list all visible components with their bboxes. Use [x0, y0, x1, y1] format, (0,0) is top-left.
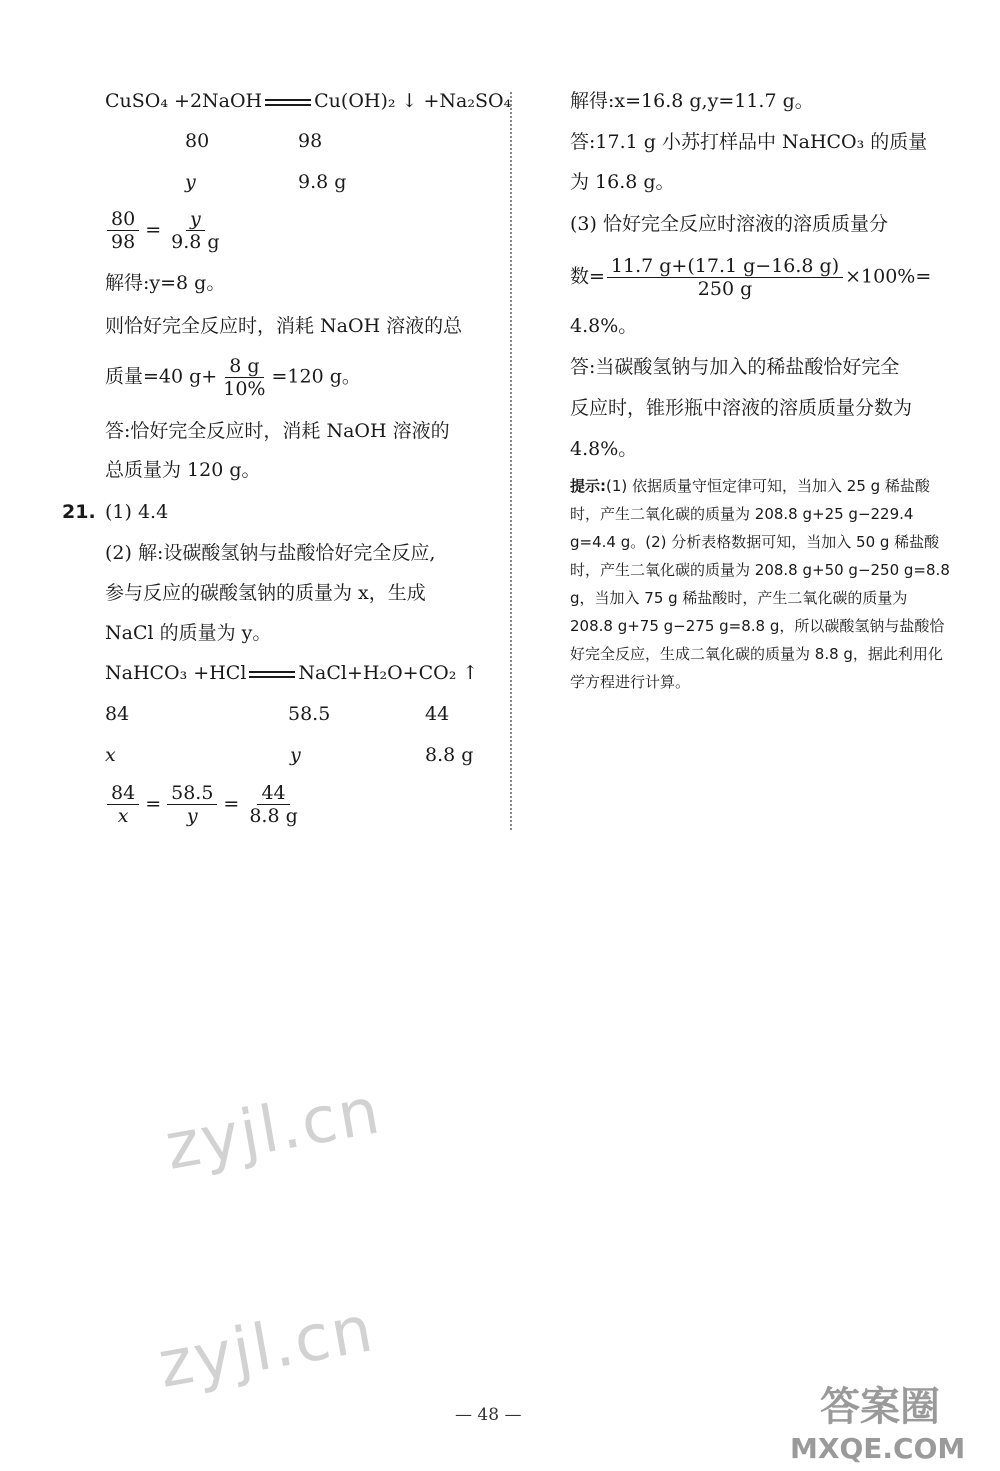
part-3-line-a: (3) 恰好完全反应时溶液的溶质质量分	[570, 213, 888, 235]
ratio-equation-1: $\frac{80}{98}$ = $\frac{y}{9.8 g}$	[105, 208, 226, 253]
eq2-rhs: NaCl+H₂O+CO₂ ↑	[298, 662, 479, 684]
watermark-2: zyjl.cn	[153, 1292, 380, 1403]
eq1-lhs: CuSO₄ +2NaOH	[105, 90, 263, 112]
equation-cuso4	[105, 88, 511, 114]
text-then: 则恰好完全反应时，消耗 NaOH 溶液的总	[105, 315, 463, 337]
column-divider	[510, 92, 512, 830]
molar-58-5: 58.5	[288, 703, 331, 725]
solve-y: 解得:y=8 g。	[105, 272, 226, 294]
molar-84: 84	[105, 703, 130, 725]
equals-bar-2	[249, 671, 295, 678]
var-y-2: y	[290, 744, 301, 766]
molar-44: 44	[425, 703, 450, 725]
brand-logo: 答案圈	[820, 1384, 940, 1430]
part-3-result: 4.8%。	[570, 315, 638, 337]
solve-xy: 解得:x=16.8 g,y=11.7 g。	[570, 90, 814, 112]
answer-3b: 反应时，锥形瓶中溶液的溶质质量分数为	[570, 397, 913, 419]
watermark-1: zyjl.cn	[160, 1074, 387, 1185]
fraction-84-x: $\frac{84}{x}$	[107, 782, 139, 827]
fraction-8g-10pct: $\frac{8 g}{10\%}$	[223, 355, 266, 400]
answer-2b: 为 16.8 g。	[570, 171, 675, 193]
ratio-equation-2: $\frac{84}{x}$ = $\frac{58.5}{y}$ = $\frac{44}{8.8 g}$	[105, 782, 304, 827]
fraction-y-9-8: $\frac{y}{9.8 g}$	[171, 208, 220, 253]
eq1-rhs: Cu(OH)₂ ↓ +Na₂SO₄	[314, 90, 512, 112]
answer-2a: 答:17.1 g 小苏打样品中 NaHCO₃ 的质量	[570, 131, 928, 153]
answer-1b: 总质量为 120 g。	[105, 459, 261, 481]
question-number-21: 21.	[62, 501, 96, 523]
fraction-58-5-y: $\frac{58.5}{y}$	[167, 782, 217, 827]
brand-url: MXQE.COM	[790, 1432, 966, 1465]
answer-3c: 4.8%。	[570, 438, 638, 460]
page-number: — 48 —	[455, 1405, 522, 1425]
eq2-lhs: NaHCO₃ +HCl	[105, 662, 247, 684]
part-3-fraction-line: 数= $\frac{11.7 g+(17.1 g-16.8 g)}{250 g}$ ×100%=	[570, 255, 932, 300]
molar-mass-98: 98	[298, 130, 323, 152]
hint-block	[570, 472, 955, 696]
part-2-line-c: NaCl 的质量为 y。	[105, 622, 272, 644]
mass-calc: 质量=40 g+ $\frac{8 g}{10\%}$ =120 g。	[105, 355, 361, 400]
part-2-line-b: 参与反应的碳酸氢钠的质量为 x，生成	[105, 582, 426, 604]
mass-8-8: 8.8 g	[425, 744, 474, 766]
fraction-80-98: $\frac{80}{98}$	[107, 208, 139, 253]
fraction-44-8-8: $\frac{44}{8.8 g}$	[249, 782, 298, 827]
answer-1a: 答:恰好完全反应时，消耗 NaOH 溶液的	[105, 420, 450, 442]
var-y: y	[185, 171, 196, 193]
answer-3a: 答:当碳酸氢钠与加入的稀盐酸恰好完全	[570, 356, 900, 378]
hint-label: 提示:	[570, 477, 606, 495]
mass-9-8: 9.8 g	[298, 171, 347, 193]
fraction-mass-percent: $\frac{11.7 g+(17.1 g-16.8 g)}{250 g}$	[607, 255, 843, 300]
hint-text: (1) 依据质量守恒定律可知，当加入 25 g 稀盐酸时，产生二氧化碳的质量为 208.8 g+25 g−229.4 g=4.4 g。(2) 分析表格数据可知，当加入 50 g 稀盐酸时，产生二氧化碳的质量为 208.8 g+50 g−250 g=8.8 g，当加入 75 g 稀盐酸时，产生二氧化碳的质量为 208.8 g+75 g−275 g=8.8 g，所以碳酸氢钠与盐酸恰好完全反应，生成二氧化碳的质量为 8.8 g，据此利用化学方程进行计算。	[570, 477, 950, 691]
var-x: x	[105, 744, 116, 766]
equals-bar	[265, 99, 311, 106]
part-2-line-a: (2) 解:设碳酸氢钠与盐酸恰好完全反应,	[105, 542, 436, 564]
equation-nahco3	[105, 660, 478, 686]
molar-mass-80: 80	[185, 130, 210, 152]
part-1-answer: (1) 4.4	[105, 501, 169, 523]
